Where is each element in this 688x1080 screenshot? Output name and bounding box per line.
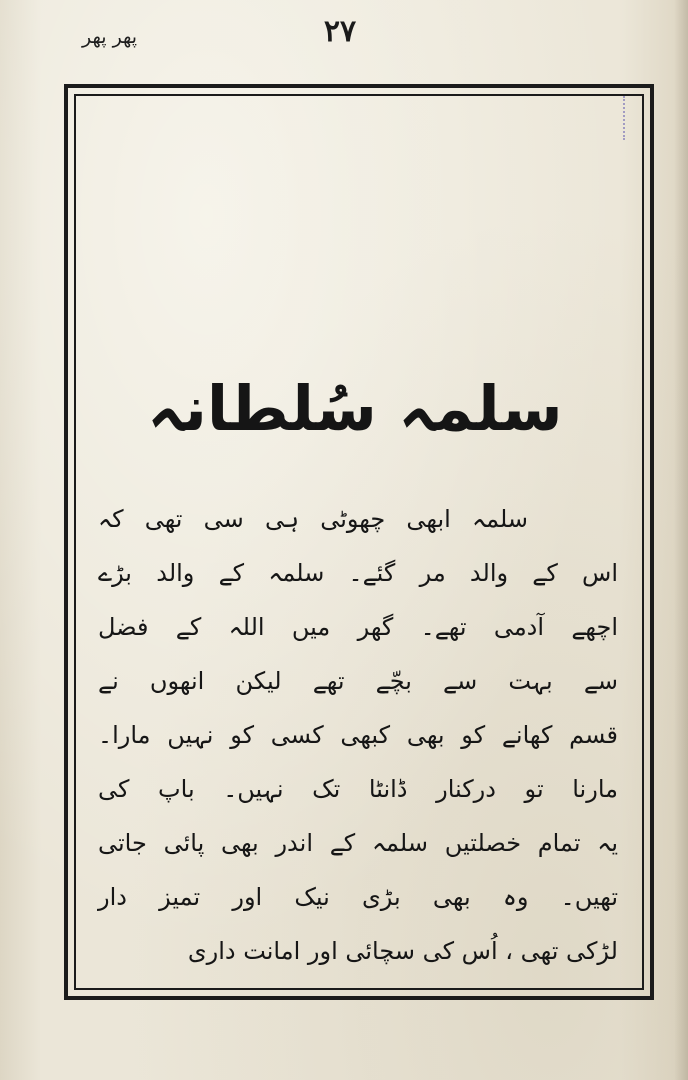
text-line: اس کے والد مر گئے۔ سلمہ کے والد بڑے	[98, 559, 618, 587]
running-title: پھر پھر	[82, 26, 138, 48]
text-line: لڑکی تھی ، اُس کی سچائی اور امانت داری	[187, 937, 618, 965]
text-line: مارنا تو درکنار ڈانٹا تک نہیں۔ باپ کی	[98, 775, 618, 803]
text-line: قسم کھانے کو بھی کبھی کسی کو نہیں مارا۔	[98, 721, 618, 749]
story-body	[98, 492, 618, 978]
text-line: سلمہ ابھی چھوٹی ہی سی تھی کہ	[98, 505, 528, 533]
page-number: ٢٧	[323, 14, 357, 49]
library-stamp-mark	[623, 96, 643, 140]
page-edge-shadow	[674, 0, 688, 1080]
story-title: سلمہ سُلطانہ	[147, 372, 563, 445]
text-line: یہ تمام خصلتیں سلمہ کے اندر بھی پائی جاتی	[98, 829, 618, 857]
text-line: تھیں۔ وہ بھی بڑی نیک اور تمیز دار	[98, 883, 618, 911]
text-line: اچھے آدمی تھے۔ گھر میں اللہ کے فضل	[98, 613, 618, 641]
text-line: سے بہت سے بچّے تھے لیکن انھوں نے	[98, 667, 618, 695]
